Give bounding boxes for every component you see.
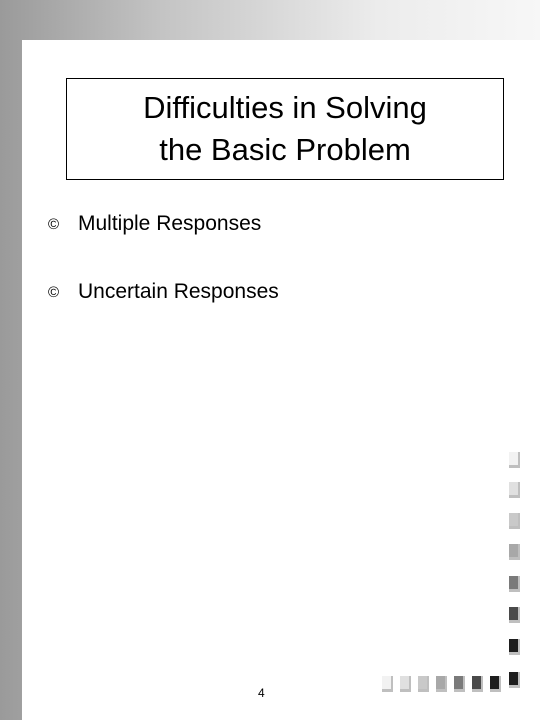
decorative-square-icon <box>509 544 520 560</box>
slide <box>22 40 540 720</box>
slide-title-line-2: the Basic Problem <box>159 132 411 167</box>
decorative-square-icon <box>436 676 447 692</box>
decorative-square-icon <box>382 676 393 692</box>
decorative-square-icon <box>509 639 520 655</box>
decorative-square-icon <box>454 676 465 692</box>
slide-title-line-1: Difficulties in Solving <box>143 90 427 125</box>
bullet-text: Multiple Responses <box>78 212 262 235</box>
decorative-square-icon <box>400 676 411 692</box>
decorative-square-icon <box>509 452 520 468</box>
bullet-item <box>48 212 261 236</box>
decorative-square-icon <box>490 676 501 692</box>
decorative-square-icon <box>509 607 520 623</box>
decorative-square-icon <box>509 672 520 688</box>
decorative-square-icon <box>509 482 520 498</box>
decorative-square-icon <box>509 513 520 529</box>
decorative-square-icon <box>472 676 483 692</box>
page-number: 4 <box>258 686 265 700</box>
title-box <box>66 78 504 180</box>
bullet-marker-icon: © <box>48 283 60 301</box>
bullet-text: Uncertain Responses <box>78 280 279 303</box>
decorative-square-icon <box>418 676 429 692</box>
bullet-marker-icon: © <box>48 215 60 233</box>
bullet-item <box>48 280 279 304</box>
decorative-square-icon <box>509 576 520 592</box>
